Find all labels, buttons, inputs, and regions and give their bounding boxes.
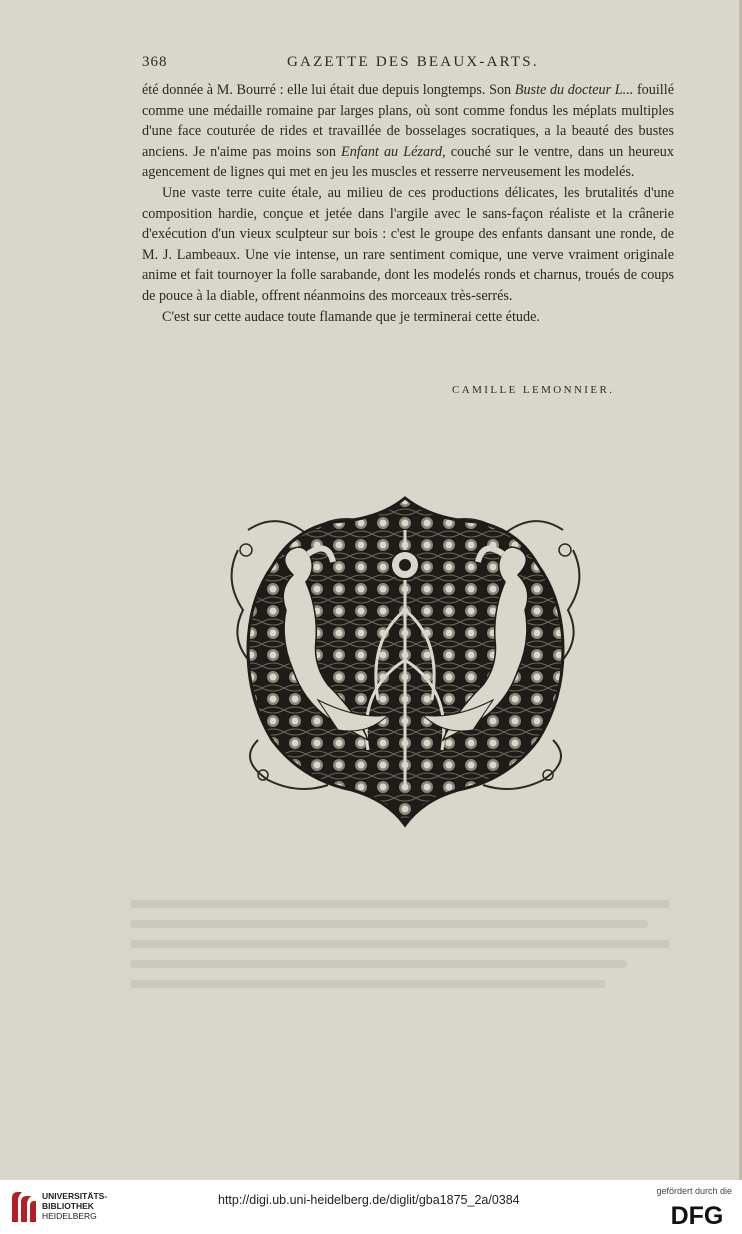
library-name-line1: UNIVERSITÄTS-	[42, 1191, 108, 1201]
paragraph-1-text-e: couché sur le ventre, dans un heureux agencement de lignes qui met en jeu les muscles et resserre nerveusement les modelés.	[142, 143, 674, 181]
paragraph-1	[142, 80, 674, 183]
running-head	[142, 54, 678, 74]
permalink-url[interactable]: http://digi.ub.uni-heidelberg.de/diglit/gba1875_2a/0384	[218, 1193, 520, 1207]
library-name-line2: BIBLIOTHEK	[42, 1201, 94, 1211]
work-title-enfant: Enfant au Lézard,	[341, 143, 446, 160]
bleed-through-shadow	[130, 900, 670, 1000]
library-name	[42, 1191, 107, 1221]
dfg-logo-icon	[662, 1200, 732, 1228]
footer-bar	[0, 1180, 742, 1234]
article-text	[142, 80, 674, 327]
paragraph-3: C'est sur cette audace toute flamande que je terminerai cette étude.	[162, 308, 540, 325]
work-title-buste: Buste du docteur L...	[514, 82, 634, 98]
paragraph-1-text-a: été donnée à M. Bourré : elle lui était due depuis longtemps. Son	[142, 82, 515, 98]
paragraph-2: Une vaste terre cuite étale, au milieu de ces productions délicates, les brutalités d'une composition hardie, conçue et jetée dans l'argile avec le sans-façon réaliste et la crânerie d'exécution d'un vieux sculpteur sur bois : c'est le groupe des enfants dansant une ronde, de M. J. Lambeaux. Une vie intense, un rare sentiment comique, une verve vraiment originale anime et fait tournoyer la folle sarabande, dont les modelés ronds et charnus, troués de coups de pouce à la diable, offrent néanmoins des morceaux très-serrés.	[142, 184, 674, 304]
page-number: 368	[142, 54, 168, 70]
journal-title: GAZETTE DES BEAUX-ARTS.	[287, 54, 539, 70]
ornamental-cartouche-icon	[218, 490, 593, 830]
funding-text: gefördert durch die	[656, 1186, 732, 1196]
university-library-logo-icon	[8, 1188, 38, 1226]
author-signature: CAMILLE LEMONNIER.	[452, 384, 615, 396]
paragraph-1-text-c: fouillé comme une médaille romaine par larges plans, où sont comme fondus les méplats multiples d'une face couturée de rides et travaillée de bosselages socratiques, a la beauté des bustes anciens. Je n'aime pas moins son	[142, 82, 674, 160]
dfg-logo-text: DFG	[670, 1202, 724, 1228]
library-name-line3: HEIDELBERG	[42, 1211, 97, 1221]
